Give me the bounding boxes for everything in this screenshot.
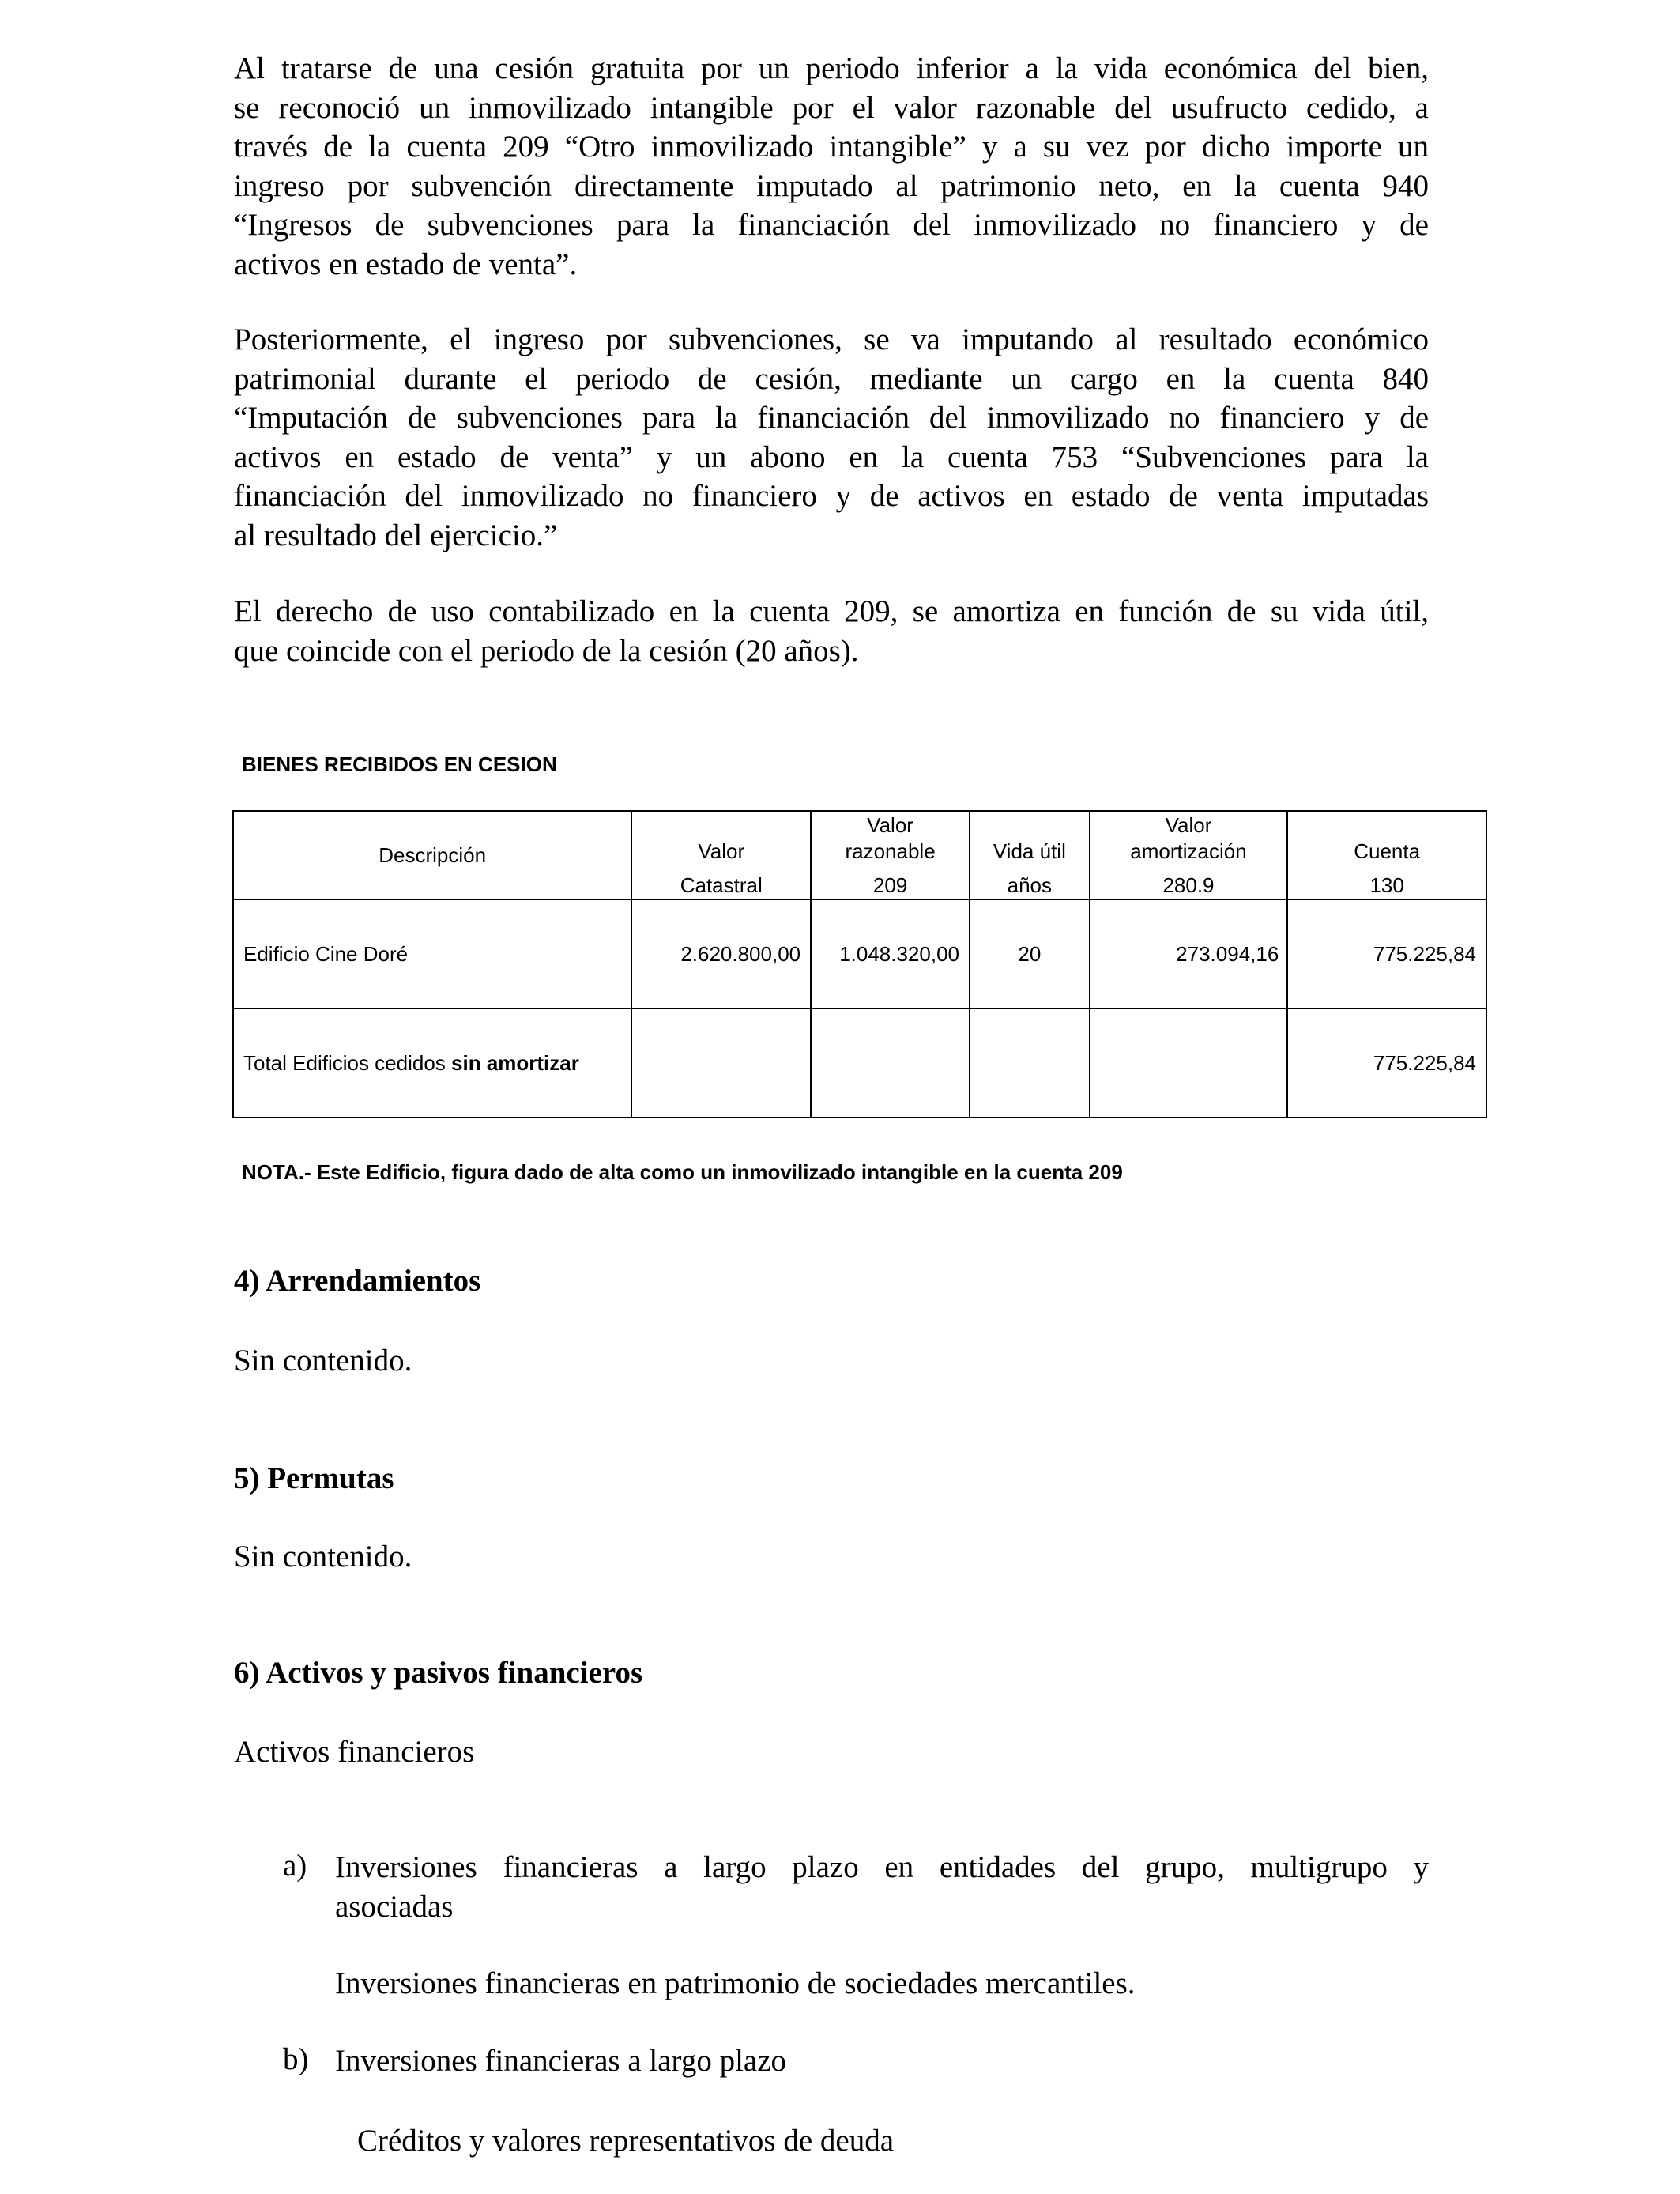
cell-empty [631,1008,811,1118]
text-line: El derecho de uso contabilizado en la cuenta 209, se amortiza en función de su vida útil, [234,594,1429,628]
bienes-cesion-table [232,810,1487,1118]
table-header-row [233,811,1486,899]
text-line: “Ingresos de subvenciones para la financiación del inmovilizado no financiero y de [234,208,1429,242]
cell-empty [811,1008,970,1118]
text-line: activos en estado de venta” y un abono en la cuenta 753 “Subvenciones para la [234,439,1429,474]
text-line: que coincide con el periodo de la cesión (20 años). [234,633,859,668]
text-line: activos en estado de venta”. [234,247,578,281]
cell-empty [1090,1008,1288,1118]
list-item-a-detail: Inversiones financieras en patrimonio de sociedades mercantiles. [335,1966,1136,2000]
section-title-permutas: 5) Permutas [234,1461,394,1495]
cell-empty [970,1008,1090,1118]
section-subtitle-activos-financieros: Activos financieros [234,1735,475,1769]
total-label-normal: Total Edificios cedidos [243,1050,452,1075]
list-item-a [335,1848,1429,1926]
cell-valor-catastral: 2.620.800,00 [631,899,811,1008]
cell-descripcion: Edificio Cine Doré [233,899,631,1008]
text-line: patrimonial durante el periodo de cesión, mediante un cargo en la cuenta 840 [234,361,1429,396]
header-valor-catastral: Valor Catastral [631,811,811,899]
cell-total-cuenta: 775.225,84 [1287,1008,1486,1118]
header-vida-util: Vida útil años [970,811,1090,899]
table-note: NOTA.- Este Edificio, figura dado de alta como un inmovilizado intangible en la cuenta 209 [242,1160,1123,1184]
list-marker-a: a) [283,1849,307,1883]
cell-valor-razonable: 1.048.320,00 [811,899,970,1008]
paragraph-imputacion-subvenciones [234,320,1429,555]
header-cuenta: Cuenta 130 [1287,811,1486,899]
paragraph-cesion-gratuita [234,49,1429,284]
text-line: Al tratarse de una cesión gratuita por un periodo inferior a la vida económica del bien, [234,51,1429,85]
text-line: se reconoció un inmovilizado intangible por el valor razonable del usufructo cedido, a [234,90,1429,125]
cell-cuenta: 775.225,84 [1287,899,1486,1008]
table-row [233,899,1486,1008]
text-line: ingreso por subvención directamente imputado al patrimonio neto, en la cuenta 940 [234,168,1429,203]
text-line: al resultado del ejercicio.” [234,518,558,552]
text-line: Posteriormente, el ingreso por subvenciones, se va imputando al resultado económico [234,322,1429,356]
header-valor-razonable: Valor razonable 209 [811,811,970,899]
total-label-bold: sin amortizar [451,1050,579,1075]
list-item-b-detail: Créditos y valores representativos de deuda [357,2124,895,2158]
header-descripcion: Descripción [233,811,631,899]
text-line: través de la cuenta 209 “Otro inmovilizado intangible” y a su vez por dicho importe un [234,130,1429,164]
section-title-arrendamientos: 4) Arrendamientos [234,1264,481,1298]
section-body-permutas: Sin contenido. [234,1540,412,1574]
cell-vida-util: 20 [970,899,1090,1008]
section-title-activos-pasivos: 6) Activos y pasivos financieros [234,1656,643,1690]
section-body-arrendamientos: Sin contenido. [234,1344,412,1378]
list-marker-b: b) [283,2042,309,2076]
table-title: BIENES RECIBIDOS EN CESION [242,752,557,776]
cell-total-label [233,1008,631,1118]
paragraph-derecho-uso [234,592,1429,670]
text-line: “Imputación de subvenciones para la financiación del inmovilizado no financiero y de [234,401,1429,435]
header-valor-amortizacion: Valor amortización 280.9 [1090,811,1288,899]
cell-valor-amortizacion: 273.094,16 [1090,899,1288,1008]
text-line: Inversiones financieras a largo plazo en entidades del grupo, multigrupo y [335,1850,1429,1884]
text-line: asociadas [335,1889,454,1924]
table-total-row [233,1008,1486,1118]
list-item-b: Inversiones financieras a largo plazo [335,2044,787,2078]
text-line: financiación del inmovilizado no financiero y de activos en estado de venta imputadas [234,479,1429,513]
